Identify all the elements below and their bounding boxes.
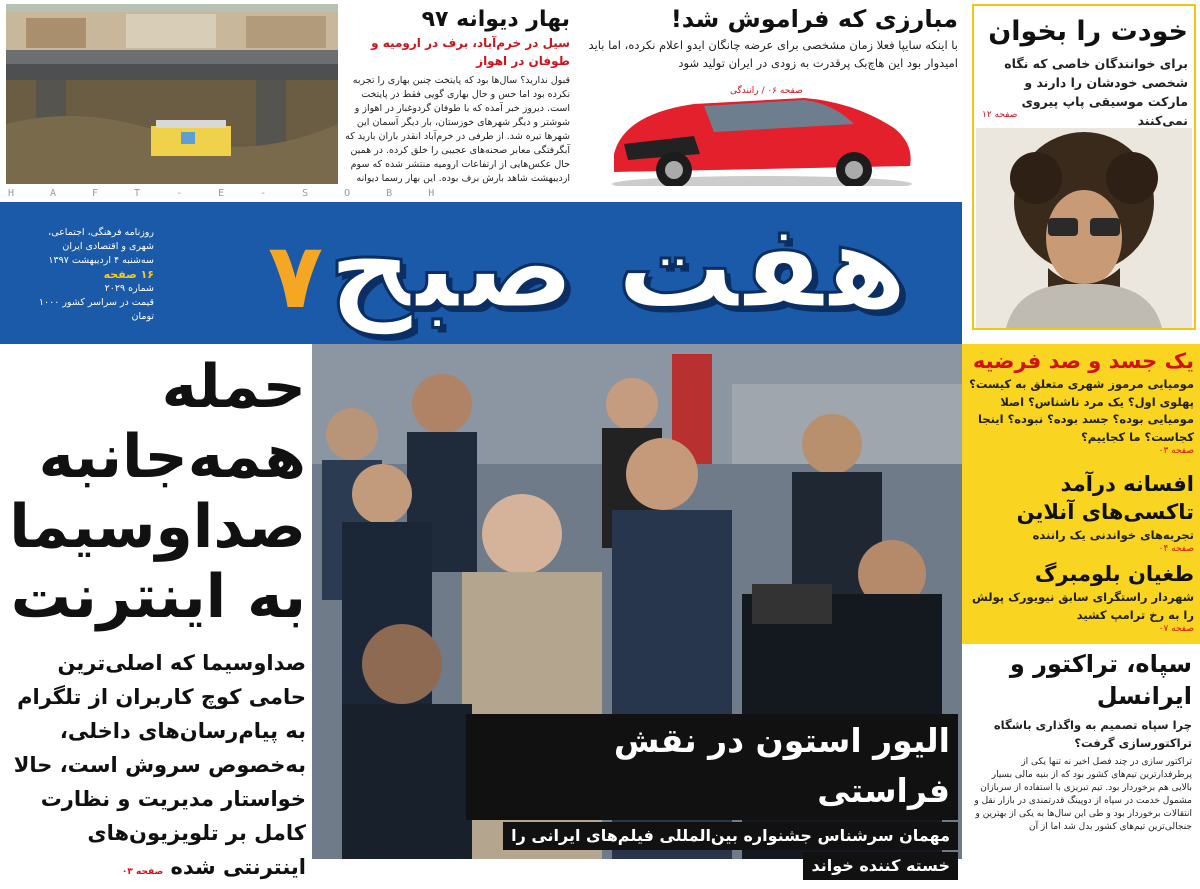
flood-photo xyxy=(6,4,338,184)
khodet-page-ref: صفحه ۱۲ xyxy=(982,110,1018,120)
car-page-ref: صفحه ۰۶ / رانندگی xyxy=(730,86,803,96)
main-lead-text xyxy=(10,646,306,889)
khodet-title: خودت را بخوان xyxy=(988,16,1188,47)
taxi-article xyxy=(968,470,1194,554)
car-title: مبارزی که فراموش شد! xyxy=(670,5,958,33)
photo-sub-2: خسته کننده خواند xyxy=(811,856,950,875)
khodet-body: برای خوانندگان خاصی که نگاه شخصی خودشان را دارند و مارکت موسیقی پاپ پیروی نمی‌کنند xyxy=(1004,56,1188,128)
sport-article xyxy=(972,648,1192,856)
taxi-body: تجربه‌های خواندنی یک راننده xyxy=(1032,528,1194,542)
masthead-info xyxy=(14,226,154,324)
flood-article xyxy=(340,6,570,184)
red-car-image xyxy=(604,84,920,192)
logo-wordmark: هفت صبح xyxy=(328,197,908,335)
sport-sub: چرا سپاه تصمیم به واگذاری باشگاه تراکتورسازی گرفت؟ xyxy=(993,718,1192,750)
masthead-desc-2: شهری و اقتصادی ایران xyxy=(62,241,154,252)
mummy-page-ref: صفحه ۰۳ xyxy=(1158,446,1194,456)
sport-title: سپاه، تراکتور و ایرانسل xyxy=(1009,650,1192,710)
mummy-article xyxy=(968,346,1194,456)
photo-sub-bar-2 xyxy=(803,852,958,880)
bloomberg-body: شهردار راستگرای سابق نیویورک پولش را به رخ ترامپ کشید xyxy=(972,590,1194,622)
photo-caption xyxy=(466,714,958,880)
headline-line-3: صداوسیما xyxy=(9,492,306,562)
photo-sub-1: مهمان سرشناس جشنواره بین‌المللی فیلم‌های ایرانی را xyxy=(511,826,950,845)
masthead-logo xyxy=(228,197,948,340)
main-headline xyxy=(6,352,306,632)
bloomberg-title: طغیان بلومبرگ xyxy=(1034,562,1194,586)
khodet-article xyxy=(982,14,1188,130)
main-lead xyxy=(10,646,306,879)
headline-line-4: به اینترنت xyxy=(10,562,306,632)
masthead-desc-1: روزنامه فرهنگی، اجتماعی، xyxy=(48,227,154,238)
photo-title-bar xyxy=(466,714,958,820)
masthead-issue: شماره ۲۰۲۹ xyxy=(104,283,154,294)
logo-seven: ۷ xyxy=(267,224,323,329)
car-body: با اینکه سایپا فعلا زمان مشخصی برای عرضه چانگان ایدو اعلام نکرده، اما باید امیدوار بود این هاچ‌بک پرقدرت به زودی در ایران تولید شود xyxy=(588,38,958,70)
photo-sub-bar-1 xyxy=(503,822,958,850)
car-article xyxy=(580,4,958,96)
bloomberg-page-ref: صفحه ۰۷ xyxy=(1158,624,1194,634)
headline-line-1: حمله xyxy=(161,352,306,422)
photo-title: الیور استون در نقش فراستی xyxy=(613,721,950,810)
bloomberg-article xyxy=(968,560,1194,634)
main-lead-body: صداوسیما که اصلی‌ترین حامی کوچ کاربران از تلگرام به پیام‌رسان‌های داخلی، به‌خصوص سروش است، حالا خواستار مدیریت و نظارت کامل بر تلویزیون‌های اینترنتی شده xyxy=(13,651,306,879)
mummy-body: مومیایی مرموز شهری متعلق به کیست؟ پهلوی اول؟ یک مرد ناشناس؟ اصلا مومیایی بوده؟ جسد بوده؟ نبوده؟ اینجا کجاست؟ ما کجاییم؟ xyxy=(969,377,1194,444)
masthead-date: سه‌شنبه ۴ اردیبهشت ۱۳۹۷ xyxy=(48,255,154,266)
musician-portrait xyxy=(976,128,1192,328)
musician-photo xyxy=(976,128,1192,328)
taxi-page-ref: صفحه ۰۴ xyxy=(1158,544,1194,554)
masthead-latin: HAFT-E-SOBH xyxy=(0,186,962,202)
mummy-title: یک جسد و صد فرضیه xyxy=(972,349,1194,373)
car-photo xyxy=(604,84,920,192)
taxi-title: افسانه درآمد تاکسی‌های آنلاین xyxy=(1016,472,1194,524)
flood-photo-image xyxy=(6,4,338,184)
masthead-pages: ۱۶ صفحه xyxy=(103,268,154,281)
flood-body: قبول ندارید؟ سال‌ها بود که پایتخت چنین بهاری را تجربه نکرده بود اما حس و حال بهاری گویی فقط در پایتخت است. دیروز خبر آمده که با طوفان گردوغبار در اهواز و شوشتر و دیگر شهرهای خوزستان، بار دیگر آسمان این شهرها تیره شد. از طرفی در خرم‌آباد انقدر باران بارید که آبگرفتگی معابر صحنه‌های عجیبی را خلق کرده. در همین حال عکس‌هایی از ارتفاعات ارومیه منتشر شده که سوم اردیبهشت شاهد بارش برف بوده. این بهار رسما دیوانه xyxy=(345,75,570,184)
headline-line-2: همه‌جانبه xyxy=(38,422,306,492)
sport-body: تراکتور سازی در چند فصل اخیر نه تنها یکی از پرطرفدارترین تیم‌های کشور بود که از بنیه مالی بسیار بالایی هم برخوردار بود. تیم تبریزی با استفاده از سربازان مشمول خدمت در سپاه از دوپینگ قدرتمندی در بازار نقل و انتقالات برخوردار بود و طی این سال‌ها به یکی از بهترین و جنجالی‌ترین تیم‌های کشور بدل شد اما از آن xyxy=(974,757,1192,832)
masthead-price: قیمت در سراسر کشور ۱۰۰۰ تومان xyxy=(38,297,154,322)
main-lead-page-ref: صفحه ۰۳ xyxy=(121,867,164,877)
flood-subtitle: سیل در خرم‌آباد، برف در ارومیه و طوفان در اهواز xyxy=(371,36,570,68)
flood-title: بهار دیوانه ۹۷ xyxy=(421,7,570,32)
